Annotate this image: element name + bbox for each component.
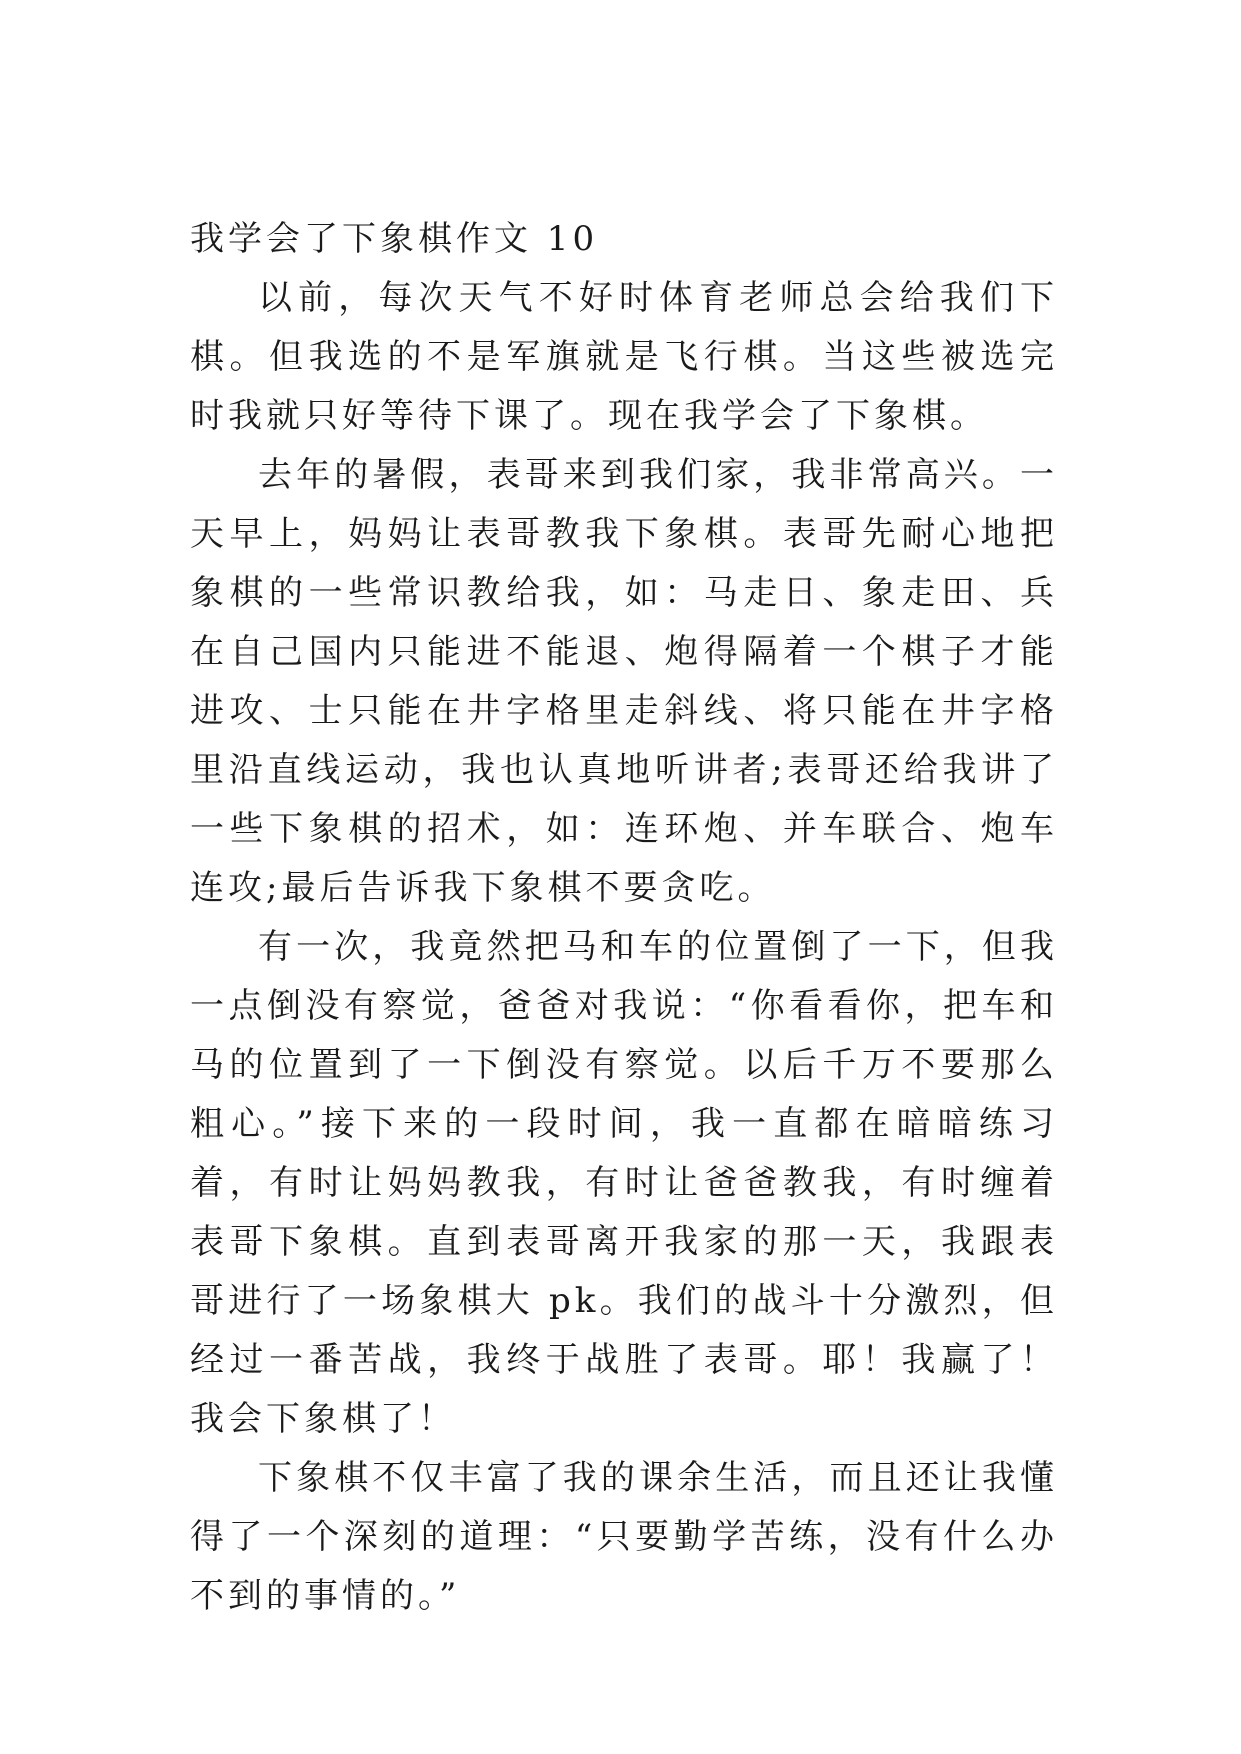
paragraph-4: 下象棋不仅丰富了我的课余生活，而且还让我懂得了一个深刻的道理：“只要勤学苦练，没有什么办不到的事情的。” [190, 1458, 1058, 1616]
paragraph-1: 以前，每次天气不好时体育老师总会给我们下棋。但我选的不是军旗就是飞行棋。当这些被选完时我就只好等待下课了。现在我学会了下象棋。 [190, 278, 1058, 436]
paragraph-3: 有一次，我竟然把马和车的位置倒了一下，但我一点倒没有察觉，爸爸对我说：“你看看你，把车和马的位置到了一下倒没有察觉。以后千万不要那么粗心。”接下来的一段时间，我一直都在暗暗练习着，有时让妈妈教我，有时让爸爸教我，有时缠着表哥下象棋。直到表哥离开我家的那一天，我跟表哥进行了一场象棋大 pk。我们的战斗十分激烈，但经过一番苦战，我终于战胜了表哥。耶！我赢了！我会下象棋了！ [190, 927, 1058, 1439]
article-body [190, 210, 1058, 1626]
paragraph-2: 去年的暑假，表哥来到我们家，我非常高兴。一天早上，妈妈让表哥教我下象棋。表哥先耐心地把象棋的一些常识教给我，如：马走日、象走田、兵在自己国内只能进不能退、炮得隔着一个棋子才能进攻、士只能在井字格里走斜线、将只能在井字格里沿直线运动，我也认真地听讲者;表哥还给我讲了一些下象棋的招术，如：连环炮、并车联合、炮车连攻;最后告诉我下象棋不要贪吃。 [190, 455, 1058, 908]
article-title: 我学会了下象棋作文 10 [190, 219, 599, 259]
